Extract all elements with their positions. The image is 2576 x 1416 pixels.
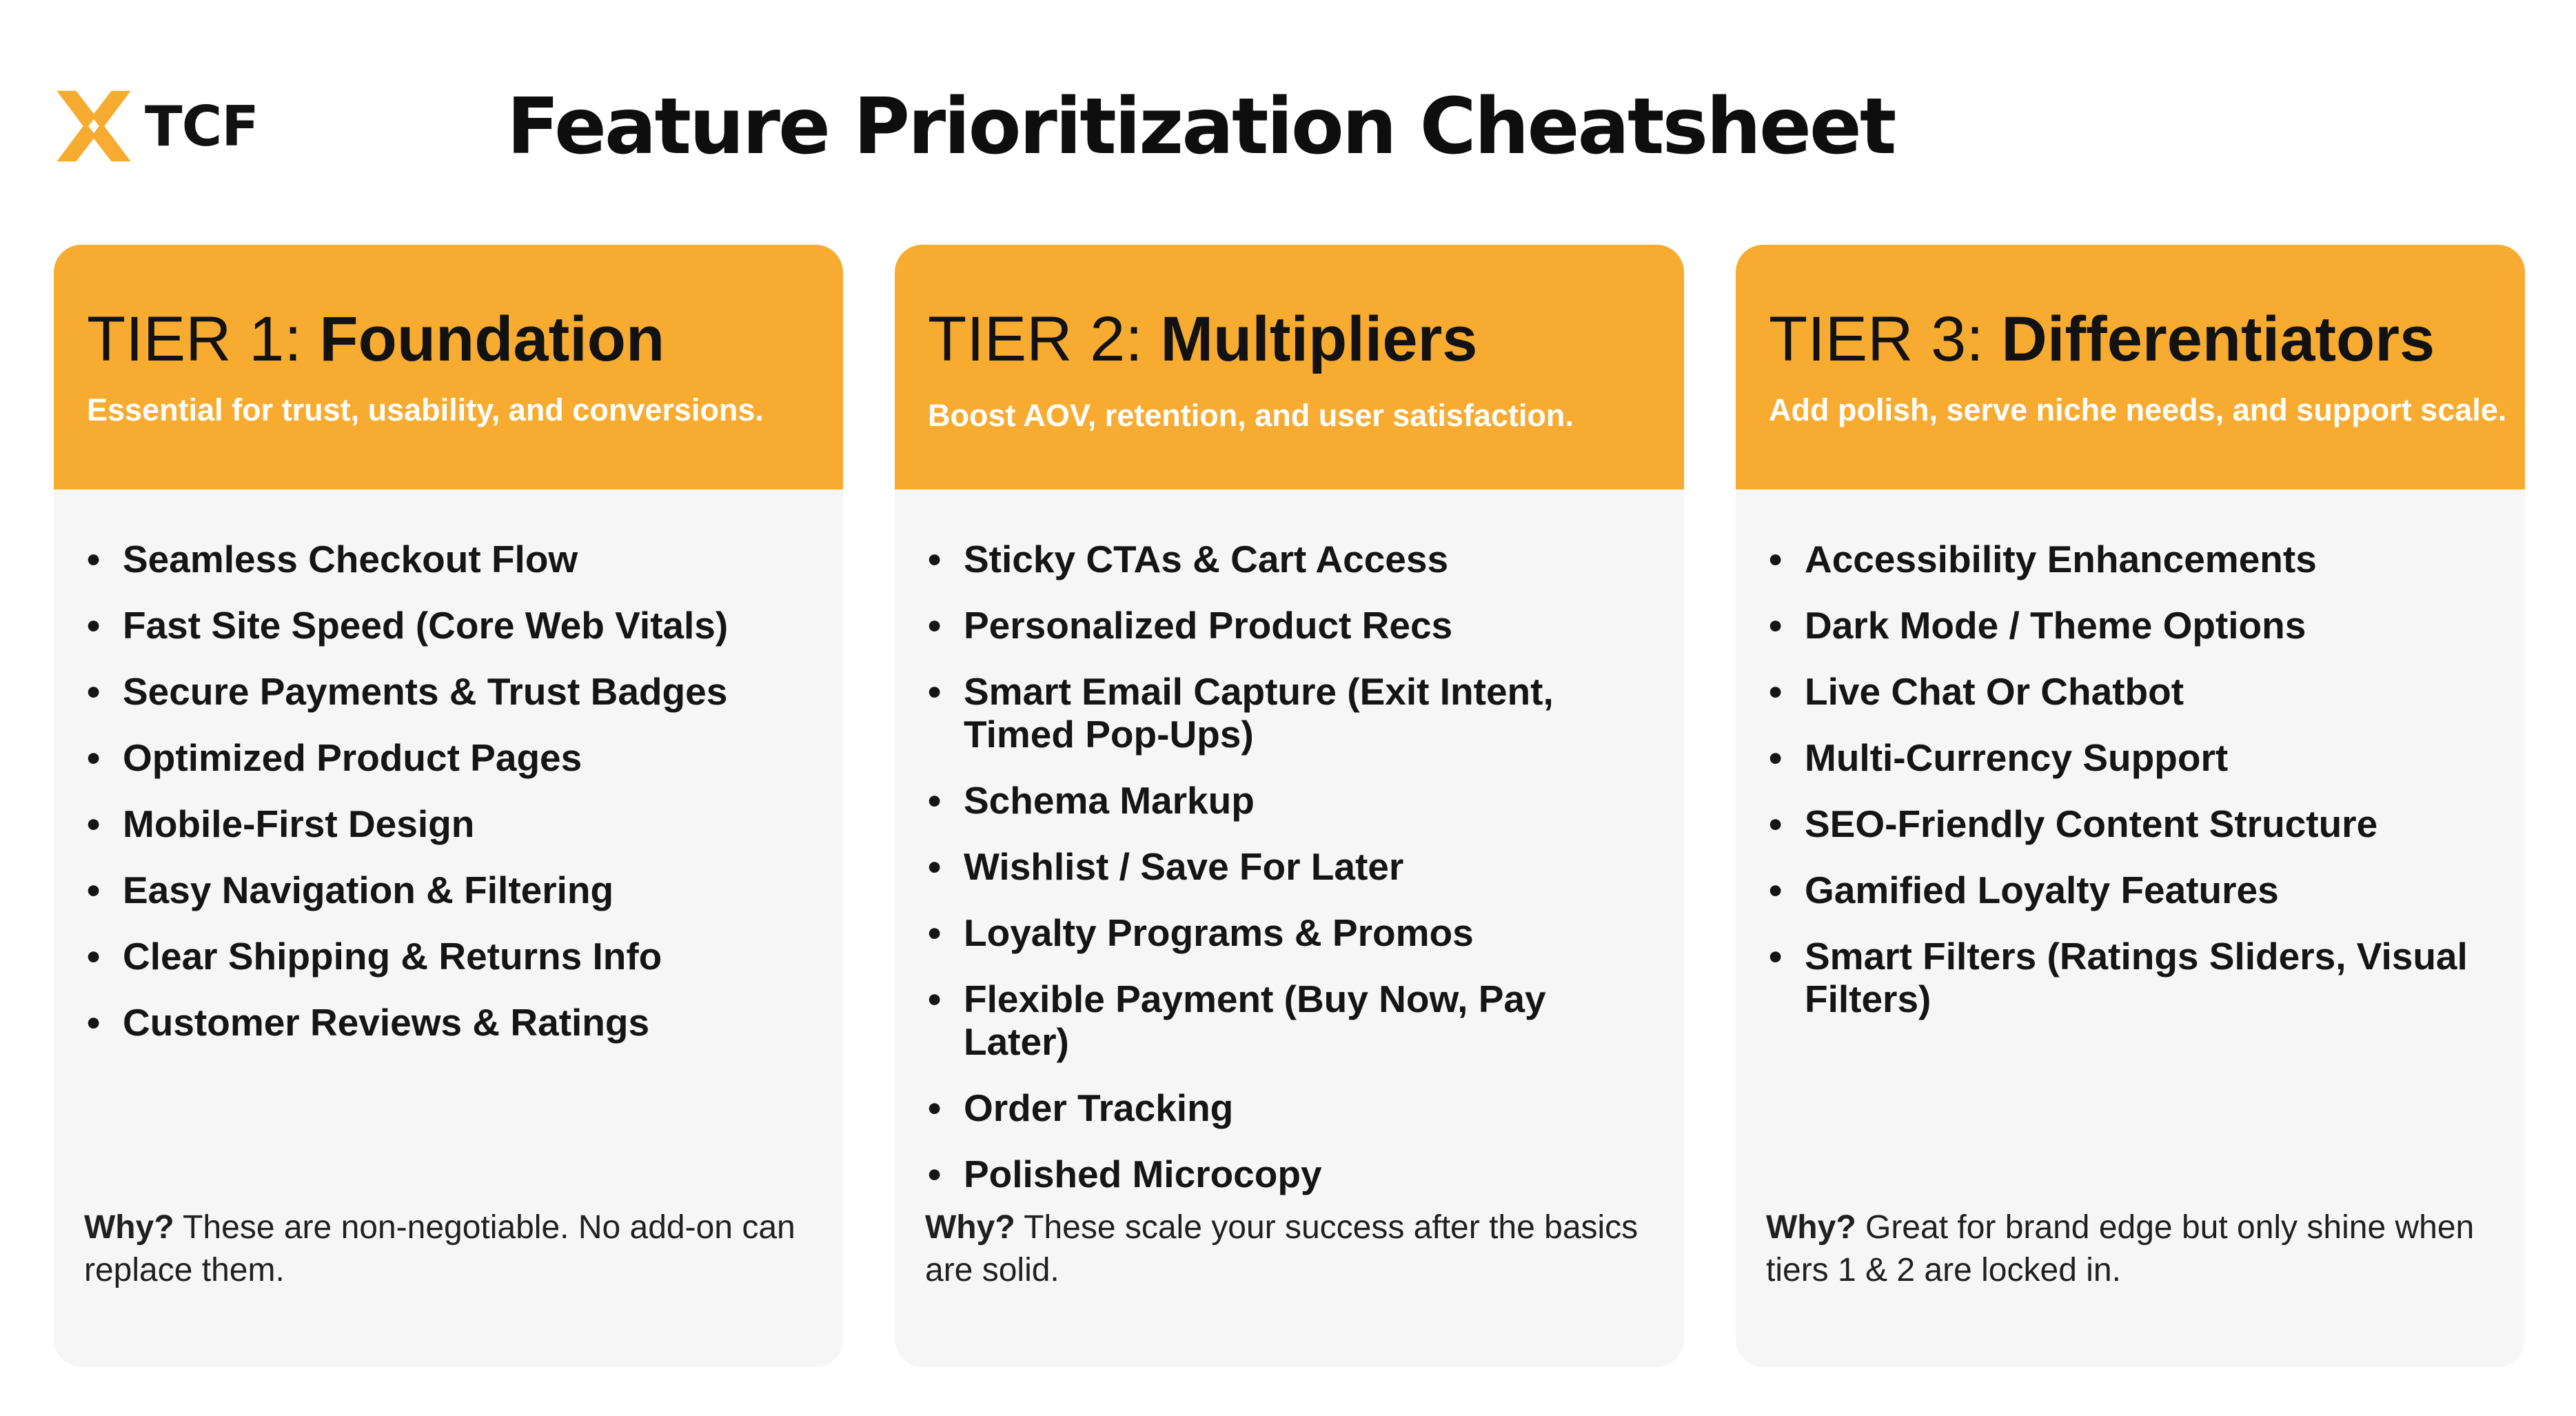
feature-label: Clear Shipping & Returns Info <box>123 935 662 978</box>
bullet-icon: • <box>1769 935 1783 978</box>
why-note <box>84 1206 815 1292</box>
feature-label: Live Chat Or Chatbot <box>1805 670 2184 713</box>
bullet-icon: • <box>87 736 101 779</box>
bullet-icon: • <box>928 604 942 647</box>
bullet-icon: • <box>1769 670 1783 713</box>
why-text: These scale your success after the basics are solid. <box>925 1209 1639 1288</box>
tier-name: Differentiators <box>2001 304 2435 374</box>
feature-item <box>1769 935 2499 1020</box>
feature-label: Mobile-First Design <box>123 802 475 845</box>
feature-item <box>928 670 1659 756</box>
feature-label: Smart Email Capture (Exit Intent, Timed Pop-Ups) <box>964 670 1554 756</box>
tier-prefix: TIER 2: <box>928 304 1143 374</box>
feature-item <box>1769 538 2499 580</box>
feature-label: Loyalty Programs & Promos <box>964 911 1474 954</box>
tier-title <box>1769 294 2435 384</box>
tier-prefix: TIER 3: <box>1769 304 1984 374</box>
bullet-icon: • <box>87 538 101 580</box>
tier-name: Multipliers <box>1160 304 1478 374</box>
tier-header <box>54 245 843 489</box>
tier-header <box>895 245 1684 489</box>
feature-item <box>1769 670 2499 713</box>
feature-label: SEO-Friendly Content Structure <box>1805 802 2378 845</box>
feature-item <box>87 802 818 845</box>
feature-item <box>1769 802 2499 845</box>
why-note <box>925 1206 1656 1292</box>
page-title: Feature Prioritization Cheatsheet <box>507 82 1895 172</box>
bullet-icon: • <box>928 779 942 822</box>
tier-subtitle: Add polish, serve niche needs, and support scale. <box>1769 392 2507 427</box>
feature-label: Wishlist / Save For Later <box>964 845 1404 888</box>
feature-label: Optimized Product Pages <box>123 736 582 779</box>
bullet-icon: • <box>1769 736 1783 779</box>
why-label: Why? <box>84 1209 174 1246</box>
why-label: Why? <box>925 1209 1015 1246</box>
feature-label: Flexible Payment (Buy Now, Pay Later) <box>964 978 1546 1063</box>
feature-item <box>87 604 818 647</box>
feature-item <box>87 1001 818 1044</box>
tcf-x-logo-icon <box>50 82 138 170</box>
feature-label: Sticky CTAs & Cart Access <box>964 538 1449 580</box>
feature-item <box>87 869 818 911</box>
tier-subtitle: Essential for trust, usability, and conversions. <box>87 392 764 427</box>
feature-item <box>928 604 1659 647</box>
feature-item <box>1769 736 2499 779</box>
bullet-icon: • <box>928 845 942 888</box>
feature-item <box>87 935 818 978</box>
tier-prefix: TIER 1: <box>87 304 302 374</box>
feature-item <box>928 1086 1659 1129</box>
bullet-icon: • <box>1769 869 1783 911</box>
feature-label: Fast Site Speed (Core Web Vitals) <box>123 604 729 647</box>
feature-item <box>87 670 818 713</box>
bullet-icon: • <box>1769 604 1783 647</box>
feature-item <box>928 978 1659 1063</box>
tier-title <box>928 294 1477 384</box>
feature-label: Gamified Loyalty Features <box>1805 869 2279 911</box>
feature-label: Secure Payments & Trust Badges <box>123 670 728 713</box>
tier-card-1 <box>54 245 843 1367</box>
bullet-icon: • <box>928 978 942 1020</box>
feature-list <box>928 538 1659 1219</box>
feature-label: Smart Filters (Ratings Sliders, Visual Filters) <box>1805 935 2468 1020</box>
feature-item <box>1769 604 2499 647</box>
feature-label: Seamless Checkout Flow <box>123 538 578 580</box>
feature-item <box>928 538 1659 580</box>
bullet-icon: • <box>928 911 942 954</box>
tier-header <box>1736 245 2525 489</box>
tier-name: Foundation <box>319 304 665 374</box>
feature-item <box>1769 869 2499 911</box>
feature-item <box>928 911 1659 954</box>
bullet-icon: • <box>87 670 101 713</box>
feature-label: Dark Mode / Theme Options <box>1805 604 2306 647</box>
bullet-icon: • <box>87 935 101 978</box>
bullet-icon: • <box>1769 802 1783 845</box>
tier-card-3 <box>1736 245 2525 1367</box>
bullet-icon: • <box>928 1153 942 1195</box>
tier-card-2 <box>895 245 1684 1367</box>
feature-list <box>1769 538 2499 1044</box>
feature-item <box>928 845 1659 888</box>
feature-label: Easy Navigation & Filtering <box>123 869 614 911</box>
feature-label: Accessibility Enhancements <box>1805 538 2317 580</box>
feature-label: Personalized Product Recs <box>964 604 1453 647</box>
bullet-icon: • <box>928 538 942 580</box>
feature-label: Schema Markup <box>964 779 1255 822</box>
brand-name: TCF <box>145 94 258 159</box>
feature-label: Order Tracking <box>964 1086 1234 1129</box>
feature-item <box>928 779 1659 822</box>
tier-subtitle: Boost AOV, retention, and user satisfaction. <box>928 398 1574 433</box>
bullet-icon: • <box>1769 538 1783 580</box>
feature-item <box>87 736 818 779</box>
bullet-icon: • <box>928 670 942 713</box>
bullet-icon: • <box>87 1001 101 1044</box>
feature-label: Polished Microcopy <box>964 1153 1322 1195</box>
why-text: These are non-negotiable. No add-on can replace them. <box>84 1209 795 1288</box>
feature-item <box>87 538 818 580</box>
feature-label: Customer Reviews & Ratings <box>123 1001 650 1044</box>
feature-item <box>928 1153 1659 1195</box>
why-label: Why? <box>1766 1209 1856 1246</box>
why-note <box>1766 1206 2497 1292</box>
bullet-icon: • <box>928 1086 942 1129</box>
why-text: Great for brand edge but only shine when tiers 1 & 2 are locked in. <box>1766 1209 2475 1288</box>
bullet-icon: • <box>87 869 101 911</box>
bullet-icon: • <box>87 604 101 647</box>
feature-label: Multi-Currency Support <box>1805 736 2229 779</box>
tier-title <box>87 294 665 384</box>
brand-logo <box>50 81 258 171</box>
bullet-icon: • <box>87 802 101 845</box>
feature-list <box>87 538 818 1067</box>
